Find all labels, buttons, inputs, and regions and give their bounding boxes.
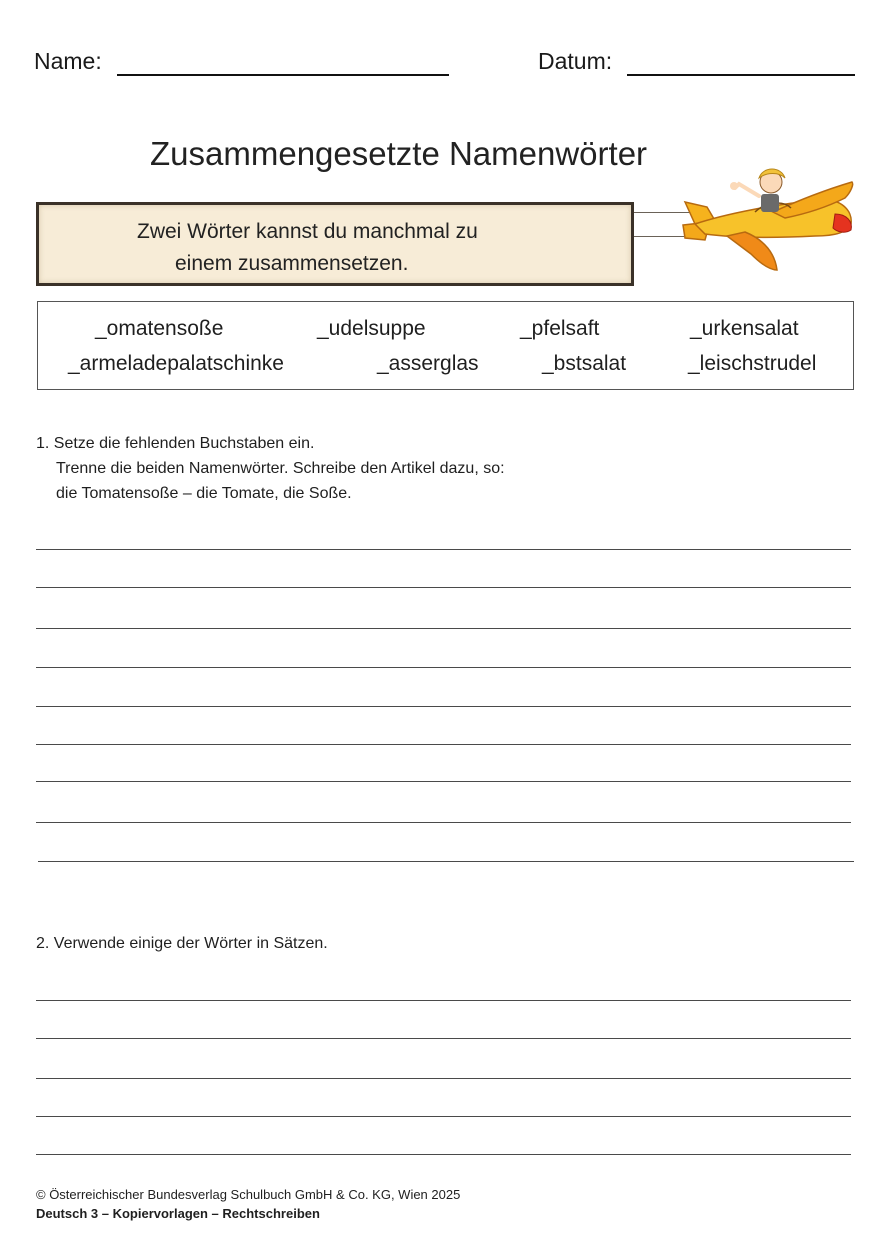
- banner-line-2: einem zusammensetzen.: [175, 252, 409, 275]
- word-item: _leischstrudel: [688, 352, 817, 375]
- writing-line[interactable]: [36, 587, 851, 588]
- copyright-notice: © Österreichischer Bundesverlag Schulbuch GmbH & Co. KG, Wien 2025: [36, 1187, 461, 1202]
- name-field-line[interactable]: [117, 74, 449, 76]
- word-item: _pfelsaft: [520, 317, 600, 340]
- banner-line-1: Zwei Wörter kannst du manchmal zu: [137, 220, 478, 243]
- writing-line[interactable]: [36, 1038, 851, 1039]
- writing-line[interactable]: [36, 706, 851, 707]
- writing-line[interactable]: [36, 628, 851, 629]
- airplane-icon: [655, 162, 860, 277]
- word-item: _bstsalat: [542, 352, 627, 375]
- writing-line[interactable]: [36, 822, 851, 823]
- task1-instruction: 1. Setze die fehlenden Buchstaben ein.: [36, 435, 315, 452]
- word-item: _udelsuppe: [317, 317, 426, 340]
- writing-line[interactable]: [36, 549, 851, 550]
- word-item: _armeladepalatschinke: [68, 352, 284, 375]
- date-field-line[interactable]: [627, 74, 855, 76]
- word-item: _omatensoße: [95, 317, 224, 340]
- worksheet-title: Zusammengesetzte Namenwörter: [150, 135, 648, 172]
- writing-line[interactable]: [36, 1000, 851, 1001]
- date-label: Datum:: [538, 48, 613, 74]
- writing-line[interactable]: [38, 861, 854, 862]
- word-item: _urkensalat: [690, 317, 799, 340]
- writing-line[interactable]: [36, 1116, 851, 1117]
- task1-example: die Tomatensoße – die Tomate, die Soße.: [56, 485, 352, 502]
- task2-instruction: 2. Verwende einige der Wörter in Sätzen.: [36, 935, 328, 952]
- name-label: Name:: [34, 48, 102, 74]
- writing-line[interactable]: [36, 744, 851, 745]
- task1-instruction: Trenne die beiden Namenwörter. Schreibe den Artikel dazu, so:: [56, 460, 505, 477]
- writing-line[interactable]: [36, 1078, 851, 1079]
- series-label: Deutsch 3 – Kopiervorlagen – Rechtschreiben: [36, 1206, 320, 1221]
- writing-line[interactable]: [36, 667, 851, 668]
- writing-line[interactable]: [36, 781, 851, 782]
- writing-line[interactable]: [36, 1154, 851, 1155]
- word-box: [37, 301, 854, 390]
- word-item: _asserglas: [377, 352, 479, 375]
